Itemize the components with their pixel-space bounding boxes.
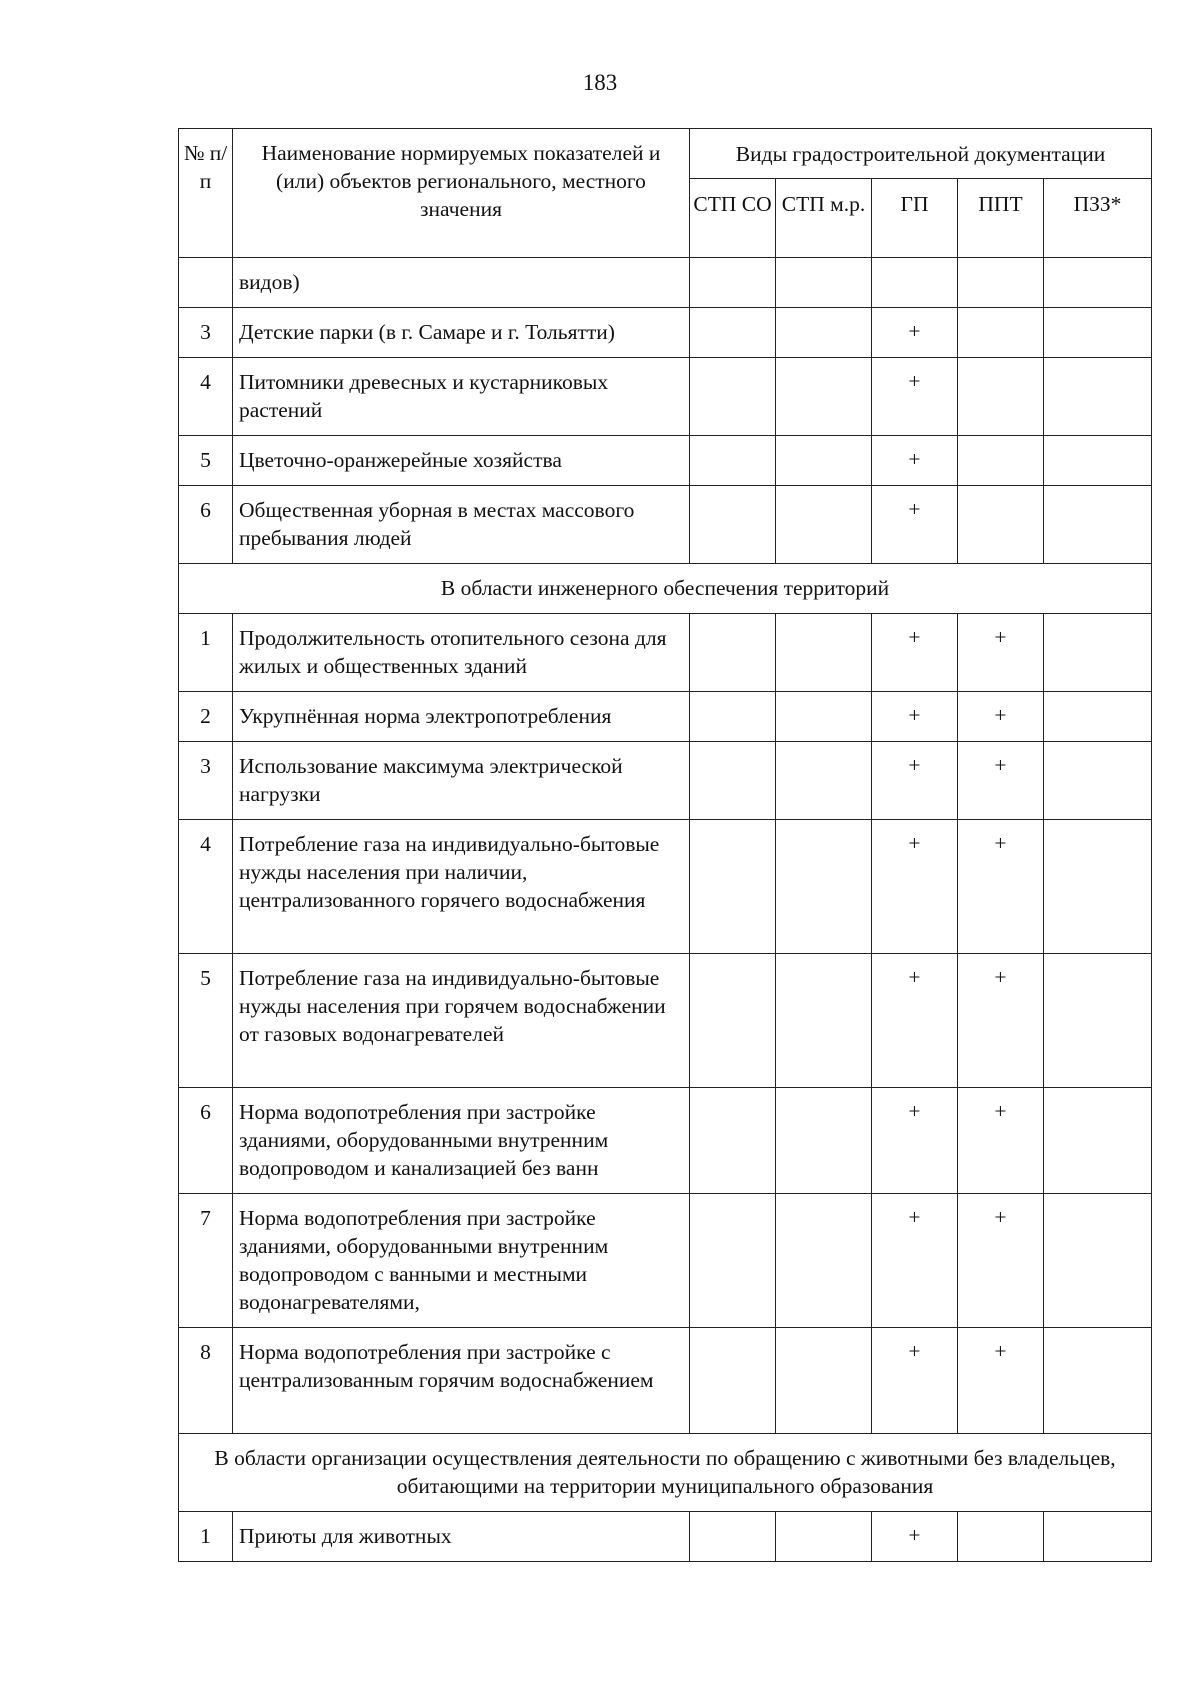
- mark-stp-mr: [776, 1328, 872, 1434]
- mark-gp: +: [872, 820, 958, 954]
- table-row: [179, 954, 1152, 1088]
- mark-stp-mr: [776, 1088, 872, 1194]
- row-name: Укрупнённая норма электропотребления: [233, 692, 690, 742]
- row-name: Норма водопотребления при застройке с централизованным горячим водоснабжением: [233, 1328, 690, 1434]
- mark-pzz: [1044, 1328, 1152, 1434]
- mark-stp-mr: [776, 258, 872, 308]
- mark-pzz: [1044, 742, 1152, 820]
- mark-ppt: [958, 308, 1044, 358]
- row-number: 2: [179, 692, 233, 742]
- mark-gp: +: [872, 486, 958, 564]
- table-row: [179, 258, 1152, 308]
- mark-stp-mr: [776, 692, 872, 742]
- row-name: видов): [233, 258, 690, 308]
- mark-pzz: [1044, 1194, 1152, 1328]
- table-row: [179, 1512, 1152, 1562]
- mark-stp-so: [690, 820, 776, 954]
- mark-gp: +: [872, 692, 958, 742]
- row-number: 6: [179, 1088, 233, 1194]
- row-number: 5: [179, 954, 233, 1088]
- mark-pzz: [1044, 358, 1152, 436]
- table-row: [179, 436, 1152, 486]
- mark-pzz: [1044, 436, 1152, 486]
- mark-ppt: +: [958, 742, 1044, 820]
- mark-ppt: [958, 486, 1044, 564]
- mark-gp: +: [872, 1512, 958, 1562]
- header-col-stp-so: СТП СО: [690, 179, 776, 258]
- header-col-gp: ГП: [872, 179, 958, 258]
- row-name: Норма водопотребления при застройке зданиями, оборудованными внутренним водопроводом с ванными и местными водонагревателями,: [233, 1194, 690, 1328]
- mark-gp: +: [872, 308, 958, 358]
- section-row: [179, 1434, 1152, 1512]
- header-num: № п/п: [179, 129, 233, 258]
- mark-pzz: [1044, 258, 1152, 308]
- row-number: 3: [179, 308, 233, 358]
- mark-stp-so: [690, 436, 776, 486]
- section-row: [179, 564, 1152, 614]
- row-number: 8: [179, 1328, 233, 1434]
- section-title: В области инженерного обеспечения территорий: [179, 564, 1152, 614]
- table-row: [179, 820, 1152, 954]
- row-name: Использование максимума электрической нагрузки: [233, 742, 690, 820]
- page-number: 183: [582, 70, 618, 95]
- mark-stp-so: [690, 614, 776, 692]
- mark-pzz: [1044, 308, 1152, 358]
- mark-gp: +: [872, 1088, 958, 1194]
- row-number: 5: [179, 436, 233, 486]
- table-row: [179, 1194, 1152, 1328]
- row-name: Приюты для животных: [233, 1512, 690, 1562]
- mark-ppt: [958, 358, 1044, 436]
- mark-stp-so: [690, 742, 776, 820]
- table-row: [179, 1328, 1152, 1434]
- mark-ppt: +: [958, 692, 1044, 742]
- row-name: Питомники древесных и кустарниковых растений: [233, 358, 690, 436]
- table-row: [179, 308, 1152, 358]
- mark-stp-mr: [776, 954, 872, 1088]
- documentation-table: [178, 128, 1152, 1562]
- row-name: Продолжительность отопительного сезона для жилых и общественных зданий: [233, 614, 690, 692]
- header-col-ppt: ППТ: [958, 179, 1044, 258]
- mark-stp-so: [690, 1328, 776, 1434]
- mark-stp-mr: [776, 436, 872, 486]
- row-number: 4: [179, 358, 233, 436]
- row-name: Норма водопотребления при застройке зданиями, оборудованными внутренним водопроводом и канализацией без ванн: [233, 1088, 690, 1194]
- mark-ppt: [958, 258, 1044, 308]
- mark-stp-so: [690, 358, 776, 436]
- mark-gp: [872, 258, 958, 308]
- mark-ppt: +: [958, 614, 1044, 692]
- mark-stp-mr: [776, 742, 872, 820]
- table-row: [179, 1088, 1152, 1194]
- row-number: 4: [179, 820, 233, 954]
- row-number: 1: [179, 614, 233, 692]
- mark-gp: +: [872, 614, 958, 692]
- table-row: [179, 692, 1152, 742]
- mark-ppt: +: [958, 1328, 1044, 1434]
- mark-stp-so: [690, 1512, 776, 1562]
- row-number: 6: [179, 486, 233, 564]
- mark-ppt: [958, 1512, 1044, 1562]
- mark-pzz: [1044, 1512, 1152, 1562]
- mark-stp-so: [690, 486, 776, 564]
- header-col-pzz: ПЗЗ*: [1044, 179, 1152, 258]
- mark-stp-so: [690, 1088, 776, 1194]
- mark-stp-so: [690, 258, 776, 308]
- row-number: [179, 258, 233, 308]
- mark-gp: +: [872, 358, 958, 436]
- table-row: [179, 614, 1152, 692]
- header-group: Виды градостроительной документации: [690, 129, 1152, 179]
- mark-gp: +: [872, 742, 958, 820]
- mark-gp: +: [872, 1194, 958, 1328]
- row-number: 1: [179, 1512, 233, 1562]
- header-col-stp-mr: СТП м.р.: [776, 179, 872, 258]
- mark-stp-so: [690, 692, 776, 742]
- mark-gp: +: [872, 954, 958, 1088]
- mark-gp: +: [872, 436, 958, 486]
- mark-stp-mr: [776, 1512, 872, 1562]
- mark-pzz: [1044, 614, 1152, 692]
- mark-stp-mr: [776, 486, 872, 564]
- row-number: 7: [179, 1194, 233, 1328]
- table-row: [179, 358, 1152, 436]
- mark-pzz: [1044, 954, 1152, 1088]
- mark-ppt: +: [958, 1194, 1044, 1328]
- row-number: 3: [179, 742, 233, 820]
- mark-pzz: [1044, 692, 1152, 742]
- mark-stp-mr: [776, 614, 872, 692]
- mark-pzz: [1044, 486, 1152, 564]
- mark-stp-mr: [776, 358, 872, 436]
- mark-ppt: +: [958, 820, 1044, 954]
- mark-stp-so: [690, 1194, 776, 1328]
- mark-pzz: [1044, 1088, 1152, 1194]
- row-name: Общественная уборная в местах массового пребывания людей: [233, 486, 690, 564]
- mark-stp-so: [690, 308, 776, 358]
- row-name: Детские парки (в г. Самаре и г. Тольятти): [233, 308, 690, 358]
- row-name: Потребление газа на индивидуально-бытовые нужды населения при наличии, централизованного горячего водоснабжения: [233, 820, 690, 954]
- row-name: Цветочно-оранжерейные хозяйства: [233, 436, 690, 486]
- row-name: Потребление газа на индивидуально-бытовые нужды населения при горячем водоснабжении от газовых водонагревателей: [233, 954, 690, 1088]
- mark-gp: +: [872, 1328, 958, 1434]
- mark-pzz: [1044, 820, 1152, 954]
- table-row: [179, 486, 1152, 564]
- table-row: [179, 742, 1152, 820]
- mark-ppt: +: [958, 1088, 1044, 1194]
- mark-stp-mr: [776, 820, 872, 954]
- section-title: В области организации осуществления деятельности по обращению с животными без владельцев, обитающими на территории муниципального образования: [179, 1434, 1152, 1512]
- header-name: Наименование нормируемых показателей и (или) объектов регионального, местного значения: [233, 129, 690, 258]
- mark-ppt: [958, 436, 1044, 486]
- mark-stp-mr: [776, 308, 872, 358]
- mark-stp-mr: [776, 1194, 872, 1328]
- mark-ppt: +: [958, 954, 1044, 1088]
- mark-stp-so: [690, 954, 776, 1088]
